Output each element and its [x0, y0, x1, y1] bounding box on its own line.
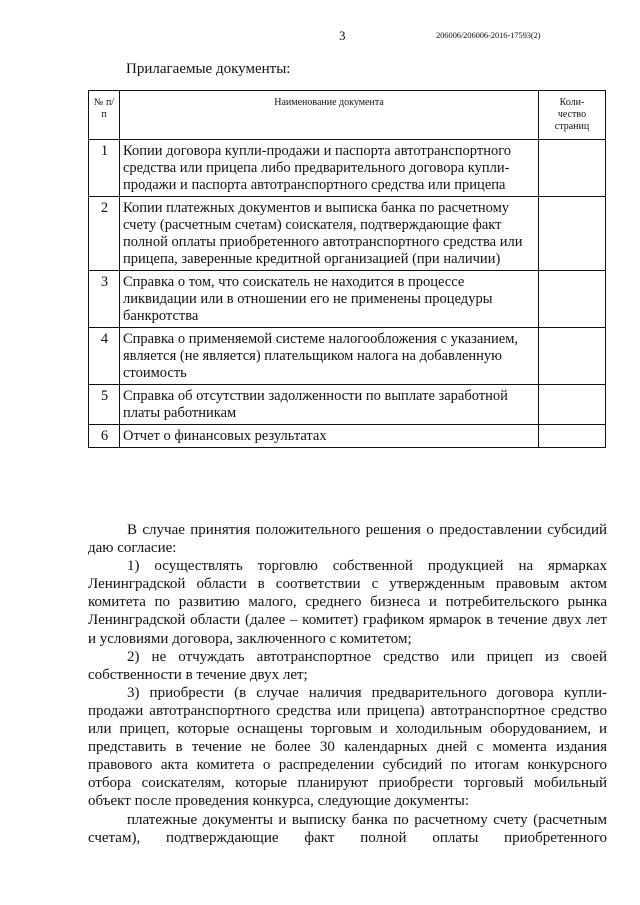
row-page-count	[539, 425, 606, 448]
row-document-name: Справка об отсутствии задолженности по выплате заработной платы работникам	[120, 385, 539, 425]
page-number: 3	[339, 28, 346, 43]
row-page-count	[539, 385, 606, 425]
table-header-row	[89, 91, 606, 140]
row-number: 1	[89, 140, 120, 197]
row-document-name: Отчет о финансовых результатах	[120, 425, 539, 448]
consent-item-2: 2) не отчуждать автотранспортное средство или прицеп из своей собственности в течение двух лет;	[88, 648, 607, 683]
row-number: 5	[89, 385, 120, 425]
table-row	[89, 140, 606, 197]
consent-item-3: 3) приобрести (в случае наличия предварительного договора купли-продажи автотранспортного средства или прицепа) автотранспортное средство или прицеп, которые оснащены торговым и холодильным оборудованием, и представить в течение не более 30 календарных дней с момента издания правового акта комитета о распределении субсидий по итогам конкурсного отбора соискателям, которые планируют приобрести торговый мобильный объект после проведения конкурса, следующие документы:	[88, 684, 607, 810]
row-page-count	[539, 271, 606, 328]
row-document-name: Копии договора купли-продажи и паспорта автотранспортного средства или прицепа либо предварительного договора купли-продажи и паспорта автотранспортного средства или прицепа	[120, 140, 539, 197]
row-number: 2	[89, 197, 120, 271]
column-header-number: № п/п	[89, 91, 120, 140]
payment-documents-paragraph: платежные документы и выписку банка по расчетному счету (расчетным счетам), подтверждающие факт полной оплаты приобретенного	[88, 811, 607, 846]
table-row	[89, 385, 606, 425]
row-document-name: Справка о применяемой системе налогообложения с указанием, является (не является) плательщиком налога на добавленную стоимость	[120, 328, 539, 385]
table-row	[89, 197, 606, 271]
table-row	[89, 271, 606, 328]
row-page-count	[539, 197, 606, 271]
row-number: 4	[89, 328, 120, 385]
consent-intro: В случае принятия положительного решения о предоставлении субсидий даю согласие:	[88, 522, 607, 557]
table-row	[89, 328, 606, 385]
table-row	[89, 425, 606, 448]
column-header-count: Коли-чество страниц	[539, 91, 606, 140]
row-page-count	[539, 140, 606, 197]
consent-item-1: 1) осуществлять торговлю собственной продукцией на ярмарках Ленинградской области в соответствии с утвержденным правовым актом комитета по развитию малого, среднего бизнеса и потребительского рынка Ленинградской области (далее – комитет) графиком ярмарок в течение двух лет и условиями договора, заключенного с комитетом;	[88, 558, 607, 647]
attached-documents-heading: Прилагаемые документы:	[126, 61, 291, 77]
row-document-name: Копии платежных документов и выписка банка по расчетному счету (расчетным счетам) соискателя, подтверждающие факт полной оплаты приобретенного автотранспортного средства или прицепа, заверенные кредитной организацией (при наличии)	[120, 197, 539, 271]
column-header-name: Наименование документа	[120, 91, 539, 140]
row-number: 6	[89, 425, 120, 448]
document-code: 206006/206006-2016-17593(2)	[436, 30, 541, 40]
attached-documents-table	[88, 90, 606, 448]
row-document-name: Справка о том, что соискатель не находится в процессе ликвидации или в отношении его не применены процедуры банкротства	[120, 271, 539, 328]
consent-section	[88, 521, 607, 847]
row-page-count	[539, 328, 606, 385]
row-number: 3	[89, 271, 120, 328]
